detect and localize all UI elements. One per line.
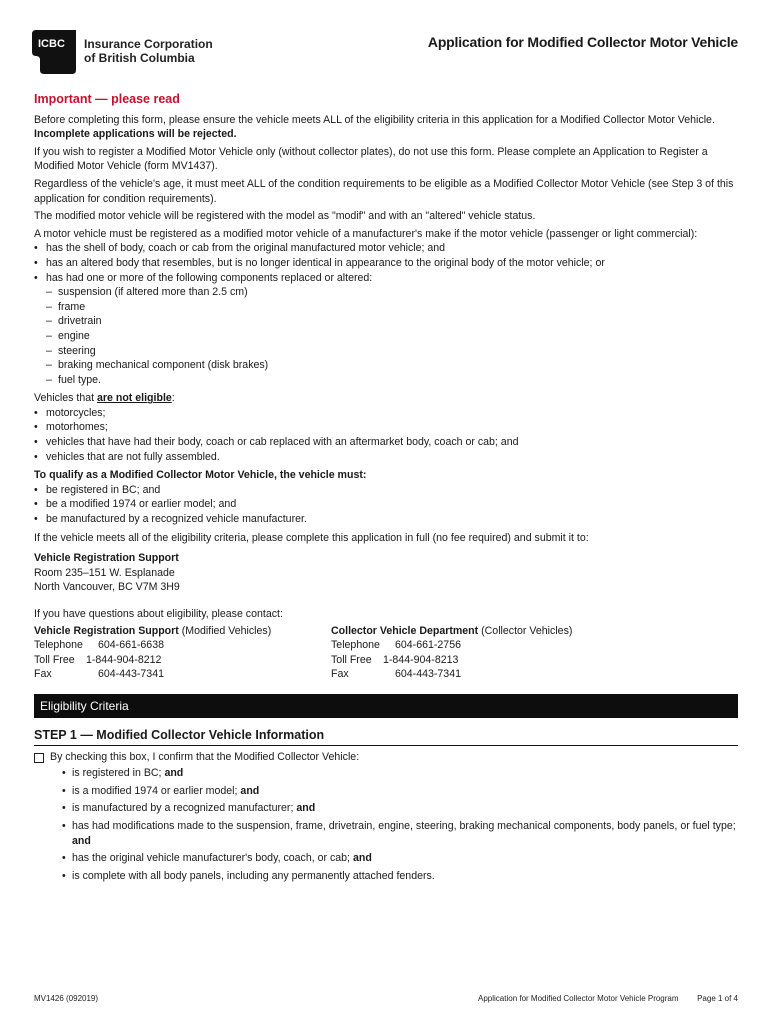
not-eligible-list — [34, 406, 738, 464]
list-item: – steering — [34, 344, 738, 359]
telephone-row — [34, 638, 331, 653]
item-conjunction: and — [72, 834, 91, 847]
organization-name — [84, 37, 213, 65]
definition-paragraph: A motor vehicle must be registered as a modified motor vehicle of a manufacturer's make if the motor vehicle (passenger or light commercial): — [34, 227, 698, 240]
contact-heading — [34, 624, 331, 639]
list-item: – drivetrain — [34, 314, 738, 329]
not-eligible-prefix: Vehicles that — [34, 392, 98, 405]
section-bar-eligibility: Eligibility Criteria — [34, 694, 738, 718]
list-item — [34, 766, 738, 781]
age-paragraph: Regardless of the vehicle's age, it must meet ALL of the condition requirements to be eligible as a Modified Collector Motor Vehicle (see Step 3 of this application for condition requirements). — [34, 177, 734, 205]
item-conjunction: and — [352, 852, 372, 865]
address-line-1: Room 235–151 W. Esplanade — [34, 566, 175, 579]
questions-paragraph: If you have questions about eligibility, please contact: — [34, 608, 283, 620]
icbc-logo — [32, 30, 76, 74]
components-list — [34, 285, 738, 387]
list-item: – braking mechanical component (disk brakes) — [34, 358, 738, 373]
list-item: • be registered in BC; and — [34, 483, 738, 498]
list-item: • vehicles that are not fully assembled. — [34, 450, 738, 465]
logo-text: ICBC — [38, 38, 65, 50]
list-item — [34, 801, 738, 816]
confirmation-list — [34, 766, 738, 883]
org-line-1: Insurance Corporation — [84, 37, 213, 51]
address-line-2: North Vancouver, BC V7M 3H9 — [34, 581, 180, 594]
item-conjunction: and — [164, 767, 184, 780]
list-item — [34, 851, 738, 866]
telephone-number: 604-661-6638 — [98, 639, 164, 652]
intro-paragraph — [34, 113, 738, 142]
item-text: is complete with all body panels, including any permanently attached fenders. — [72, 869, 435, 882]
fax-row — [331, 667, 628, 682]
telephone-label: Telephone — [331, 639, 380, 652]
list-item: – fuel type. — [34, 373, 738, 388]
telephone-number: 604-661-2756 — [395, 639, 461, 652]
intro-warning: Incomplete applications will be rejected. — [34, 128, 237, 141]
toll-free-row — [34, 653, 331, 668]
telephone-label: Telephone — [34, 639, 83, 652]
contacts-block — [34, 624, 738, 682]
modified-only-paragraph: If you wish to register a Modified Motor Vehicle only (without collector plates), do not use this form. Please complete an Application to Register a Modified Motor Vehicle (form MV1437). — [34, 145, 708, 173]
telephone-row — [331, 638, 628, 653]
list-item: • be manufactured by a recognized vehicle manufacturer. — [34, 512, 738, 527]
toll-free-label: Toll Free — [34, 653, 75, 666]
item-conjunction: and — [240, 784, 260, 797]
address-name: Vehicle Registration Support — [34, 552, 179, 565]
confirm-checkbox-label: By checking this box, I confirm that the Modified Collector Vehicle: — [50, 750, 360, 763]
contact-card-collector — [331, 624, 628, 682]
step1-heading: STEP 1 — Modified Collector Vehicle Information — [34, 728, 738, 746]
toll-free-number: 1-844-904-8212 — [86, 653, 162, 666]
footer-form-id: MV1426 (092019) — [34, 994, 99, 1003]
toll-free-label: Toll Free — [331, 653, 372, 666]
list-item — [34, 784, 738, 799]
not-eligible-suffix: : — [171, 392, 175, 405]
intro-text: Before completing this form, please ensure the vehicle meets ALL of the eligibility criteria in this application for a Modified Collector Motor Vehicle. — [34, 113, 715, 126]
toll-free-row — [331, 653, 628, 668]
mailing-address — [34, 551, 738, 595]
item-text: is manufactured by a recognized manufacturer; — [72, 802, 297, 815]
submit-paragraph: If the vehicle meets all of the eligibility criteria, please complete this application in full (no fee required) and submit it to: — [34, 531, 589, 544]
list-item: • has an altered body that resembles, but is no longer identical in appearance to the original body of the motor vehicle; or — [34, 256, 738, 271]
footer-program: Application for Modified Collector Motor Vehicle Program — [478, 994, 679, 1003]
item-text: is registered in BC; — [72, 767, 165, 780]
contact-name: Vehicle Registration Support — [34, 624, 179, 637]
fax-row — [34, 667, 331, 682]
footer-page-number: Page 1 of 4 — [697, 994, 738, 1003]
not-eligible-heading — [34, 391, 738, 406]
form-body — [34, 92, 738, 886]
fax-label: Fax — [331, 668, 349, 681]
list-item: • motorhomes; — [34, 420, 738, 435]
item-text: has had modifications made to the suspension, frame, drivetrain, engine, steering, braking mechanical components, body panels, or fuel type; — [72, 819, 736, 832]
item-conjunction: and — [296, 802, 316, 815]
list-item: – suspension (if altered more than 2.5 cm) — [34, 285, 738, 300]
list-item — [34, 819, 738, 848]
item-text: has the original vehicle manufacturer's body, coach, or cab; — [72, 852, 353, 865]
contact-note: (Collector Vehicles) — [478, 624, 573, 637]
contact-note: (Modified Vehicles) — [178, 624, 272, 637]
list-item: – frame — [34, 300, 738, 315]
contact-card-modified — [34, 624, 331, 682]
not-eligible-emphasis: are not eligible — [97, 392, 172, 405]
list-item: – engine — [34, 329, 738, 344]
fax-number: 604-443-7341 — [395, 668, 461, 681]
conditions-list — [34, 241, 738, 285]
list-item: • vehicles that have had their body, coach or cab replaced with an aftermarket body, coach or cab; and — [34, 435, 738, 450]
list-item: • has the shell of body, coach or cab from the original manufactured motor vehicle; and — [34, 241, 738, 256]
fax-number: 604-443-7341 — [98, 668, 164, 681]
list-item — [34, 869, 738, 884]
important-heading: Important — please read — [34, 92, 180, 106]
contact-heading — [331, 624, 628, 639]
list-item: • be a modified 1974 or earlier model; and — [34, 497, 738, 512]
item-text: is a modified 1974 or earlier model; — [72, 784, 241, 797]
confirm-checkbox-row[interactable] — [34, 750, 738, 765]
qualify-list — [34, 483, 738, 527]
model-paragraph: The modified motor vehicle will be registered with the model as "modif" and with an "altered" vehicle status. — [34, 210, 536, 223]
confirm-checkbox[interactable] — [34, 753, 44, 763]
qualify-heading: To qualify as a Modified Collector Motor Vehicle, the vehicle must: — [34, 469, 367, 482]
toll-free-number: 1-844-904-8213 — [383, 653, 459, 666]
list-item: • has had one or more of the following components replaced or altered: — [34, 271, 738, 286]
list-item: • motorcycles; — [34, 406, 738, 421]
contact-name: Collector Vehicle Department — [331, 624, 479, 637]
form-title: Application for Modified Collector Motor Vehicle — [427, 34, 738, 50]
org-line-2: of British Columbia — [84, 51, 195, 65]
fax-label: Fax — [34, 668, 52, 681]
